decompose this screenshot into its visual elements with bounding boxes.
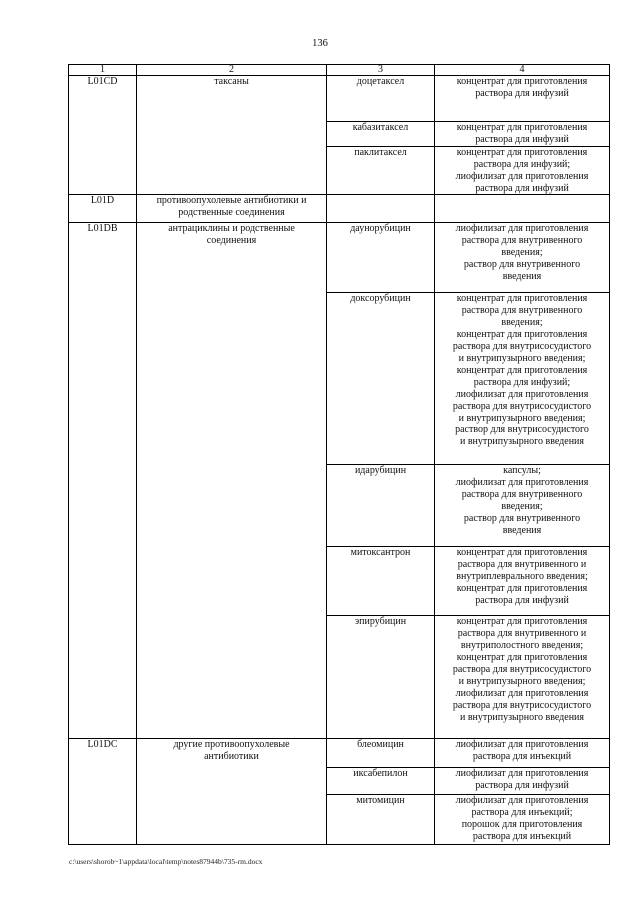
dosage-form-line: введения — [502, 524, 542, 536]
atc-code-cell: L01CD — [69, 76, 137, 195]
dosage-form-line: раствора для инфузий — [475, 182, 569, 194]
dosage-form-line: раствора для внутрисосудистого — [452, 664, 592, 676]
dosage-form-line: введения; — [501, 247, 543, 259]
page-number: 136 — [312, 38, 328, 49]
dosage-form-line: раствора для внутривенного и — [457, 628, 587, 640]
dosage-form-line: раствора для инъекций; — [471, 807, 573, 819]
table-row — [69, 739, 610, 768]
dosage-form-line: и внутрипузырного введения — [459, 711, 584, 723]
dosage-form-line: раствор для внутривенного — [463, 259, 581, 271]
dosage-form-line: и внутрипузырного введения; — [458, 675, 586, 687]
dosage-form-cell — [435, 76, 610, 122]
dosage-form-line: раствора для внутрисосудистого — [452, 400, 592, 412]
group-line: противоопухолевые антибиотики и — [156, 195, 307, 207]
dosage-form-line: концентрат для приготовления — [456, 547, 588, 559]
dosage-form-line: раствора для внутривенного и — [457, 559, 587, 571]
dosage-form-cell — [435, 146, 610, 195]
dosage-form-line: концентрат для приготовления — [456, 146, 588, 158]
table-row — [69, 223, 610, 293]
dosage-form-cell — [435, 223, 610, 293]
table-row — [69, 76, 610, 122]
dosage-form-line: лиофилизат для приготовления — [455, 739, 589, 751]
dosage-form-line: раствора для внутривенного — [461, 489, 583, 501]
column-header: 3 — [327, 65, 435, 76]
dosage-form-line: порошок для приготовления — [461, 819, 583, 831]
dosage-form-line: и внутрипузырного введения; — [458, 412, 586, 424]
drug-name-cell: митоксантрон — [327, 547, 435, 616]
group-line: другие противоопухолевые — [173, 739, 290, 751]
dosage-form-cell — [435, 293, 610, 465]
table-header-row — [69, 65, 610, 76]
group-line: соединения — [206, 235, 257, 247]
dosage-form-line: и внутрипузырного введения — [459, 436, 584, 448]
dosage-form-line: раствора для внутривенного — [461, 235, 583, 247]
group-line: антибиотики — [204, 751, 259, 763]
dosage-form-line: введения — [502, 271, 542, 283]
dosage-form-line: раствора для инфузий; — [473, 158, 571, 170]
dosage-form-line: раствора для инфузий — [475, 595, 569, 607]
drug-table — [68, 64, 610, 845]
dosage-form-line: раствора для инъекций — [472, 751, 572, 763]
drug-name-cell: кабазитаксел — [327, 122, 435, 147]
atc-code-cell: L01DC — [69, 739, 137, 845]
dosage-form-cell — [435, 768, 610, 795]
dosage-form-line: капсулы; — [503, 465, 541, 477]
dosage-form-line: введения; — [501, 317, 543, 329]
table-row — [69, 195, 610, 223]
dosage-form-line: концентрат для приготовления — [456, 122, 588, 133]
dosage-form-line: внутриплеврального введения; — [456, 571, 588, 583]
dosage-form-line: концентрат для приготовления — [456, 652, 588, 664]
dosage-form-cell — [435, 795, 610, 845]
drug-name-cell: митомицин — [327, 795, 435, 845]
dosage-form-line: раствора для инфузий; — [473, 376, 571, 388]
dosage-form-cell — [435, 739, 610, 768]
drug-name-cell: паклитаксел — [327, 146, 435, 195]
atc-code-cell: L01D — [69, 195, 137, 223]
dosage-form-line: лиофилизат для приготовления — [455, 170, 589, 182]
drug-name-cell: идарубицин — [327, 465, 435, 547]
dosage-form-cell — [435, 616, 610, 739]
dosage-form-line: лиофилизат для приготовления — [455, 768, 589, 780]
drug-name-cell: блеомицин — [327, 739, 435, 768]
atc-group-cell — [137, 739, 327, 845]
dosage-form-line: раствора для инфузий — [475, 87, 569, 99]
drug-name-cell: доксорубицин — [327, 293, 435, 465]
atc-group-cell — [137, 223, 327, 739]
dosage-form-line: концентрат для приготовления — [456, 616, 588, 628]
dosage-form-line: раствор для внутрисосудистого — [455, 424, 589, 436]
dosage-form-line: раствора для внутрисосудистого — [452, 699, 592, 711]
dosage-form-cell — [435, 465, 610, 547]
dosage-form-line: и внутрипузырного введения; — [458, 352, 586, 364]
dosage-form-line: лиофилизат для приготовления — [455, 795, 589, 807]
dosage-form-line: раствора для внутрисосудистого — [452, 341, 592, 353]
dosage-form-line: внутриполостного введения; — [460, 640, 584, 652]
table-body — [69, 76, 610, 845]
column-header: 2 — [137, 65, 327, 76]
dosage-form-line: раствора для инъекций — [472, 831, 572, 843]
drug-name-cell — [327, 195, 435, 223]
drug-name-cell: эпирубицин — [327, 616, 435, 739]
dosage-form-cell — [435, 122, 610, 147]
atc-code-cell: L01DB — [69, 223, 137, 739]
dosage-form-line: введения; — [501, 501, 543, 513]
dosage-form-cell — [435, 547, 610, 616]
atc-group-cell — [137, 76, 327, 195]
dosage-form-line: концентрат для приготовления — [456, 293, 588, 305]
drug-name-cell: иксабепилон — [327, 768, 435, 795]
group-line: антрациклины и родственные — [168, 223, 295, 235]
dosage-form-line: концентрат для приготовления — [456, 329, 588, 341]
dosage-form-line: лиофилизат для приготовления — [455, 223, 589, 235]
dosage-form-line: раствора для инфузий — [475, 133, 569, 145]
dosage-form-line: раствора для инфузий — [475, 780, 569, 792]
dosage-form-line: концентрат для приготовления — [456, 76, 588, 87]
dosage-form-line: лиофилизат для приготовления — [455, 388, 589, 400]
atc-group-cell — [137, 195, 327, 223]
group-line: родственные соединения — [178, 207, 285, 219]
dosage-form-line: раствор для внутривенного — [463, 513, 581, 525]
dosage-form-line: лиофилизат для приготовления — [455, 477, 589, 489]
group-line: таксаны — [214, 76, 249, 87]
dosage-form-cell — [435, 195, 610, 223]
drug-name-cell: даунорубицин — [327, 223, 435, 293]
dosage-form-line: концентрат для приготовления — [456, 364, 588, 376]
dosage-form-line: раствора для внутривенного — [461, 305, 583, 317]
column-header: 4 — [435, 65, 610, 76]
footer-file-path: c:\users\shorob~1\appdata\local\temp\notes87944b\735-rm.docx — [69, 857, 263, 866]
drug-name-cell: доцетаксел — [327, 76, 435, 122]
column-header: 1 — [69, 65, 137, 76]
dosage-form-line: концентрат для приготовления — [456, 583, 588, 595]
dosage-form-line: лиофилизат для приготовления — [455, 687, 589, 699]
